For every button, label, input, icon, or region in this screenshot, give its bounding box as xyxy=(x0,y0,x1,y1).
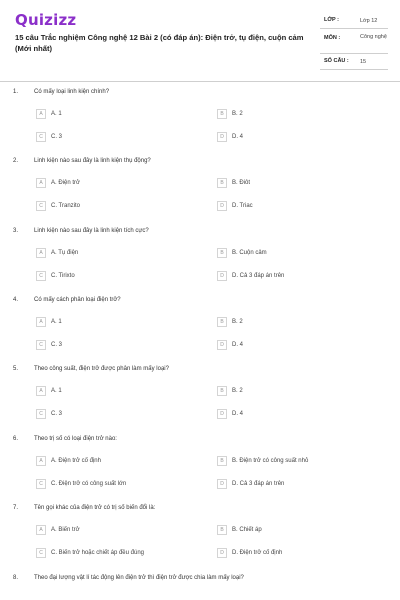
option-letter-box: B xyxy=(217,109,227,119)
option-text: D. 4 xyxy=(232,410,244,417)
option-text: B. Chiết áp xyxy=(232,526,262,533)
option-text: B. Điôt xyxy=(232,179,251,186)
meta-class-label: LỚP : xyxy=(324,17,339,23)
worksheet-header xyxy=(0,0,400,82)
option-text: D. 4 xyxy=(232,133,244,140)
option-letter-box: D xyxy=(217,271,227,281)
quizizz-logo[interactable]: Quizizz xyxy=(15,11,77,29)
option-letter-box: A xyxy=(36,248,46,258)
option-letter-box: A xyxy=(36,178,46,188)
question-number: 4. xyxy=(13,297,19,303)
option-text: D. Triac xyxy=(232,202,253,209)
option-text: C. 3 xyxy=(51,341,63,348)
worksheet-meta xyxy=(320,12,388,70)
question-number: 2. xyxy=(13,158,19,164)
option-letter-box: B xyxy=(217,456,227,466)
question-item xyxy=(0,359,400,428)
option-letter-box: A xyxy=(36,386,46,396)
option-letter-box: A xyxy=(36,525,46,535)
meta-subject-value: Công nghệ xyxy=(360,34,387,40)
question-number: 6. xyxy=(13,436,19,442)
option-text: A. Biến trở xyxy=(51,526,80,533)
meta-class-value: Lớp 12 xyxy=(360,18,378,24)
option-text: D. 4 xyxy=(232,341,244,348)
option-text: C. Điện trở có công suất lớn xyxy=(51,480,127,487)
option-text: B. 2 xyxy=(232,110,243,117)
question-text: Theo đại lượng vật lí tác động lên điện trở thì điện trở được chia làm mấy loại? xyxy=(34,575,244,581)
option-letter-box: D xyxy=(217,132,227,142)
question-number: 3. xyxy=(13,228,19,234)
option-letter-box: C xyxy=(36,201,46,211)
option-text: C. Tranzito xyxy=(51,202,81,209)
question-item xyxy=(0,82,400,151)
option-text: C. 3 xyxy=(51,410,63,417)
question-item xyxy=(0,429,400,498)
question-text: Linh kiện nào sau đây là linh kiện thụ động? xyxy=(34,158,151,164)
option-text: B. Điện trở có công suất nhỏ xyxy=(232,457,309,464)
meta-subject-row xyxy=(320,29,388,54)
option-letter-box: A xyxy=(36,109,46,119)
option-text: B. 2 xyxy=(232,318,243,325)
option-letter-box: D xyxy=(217,479,227,489)
question-number: 8. xyxy=(13,575,19,581)
option-letter-box: A xyxy=(36,456,46,466)
question-text: Có mấy loại linh kiện chính? xyxy=(34,89,110,95)
question-number: 5. xyxy=(13,366,19,372)
option-letter-box: D xyxy=(217,409,227,419)
option-letter-box: B xyxy=(217,386,227,396)
option-letter-box: B xyxy=(217,317,227,327)
meta-class-row xyxy=(320,12,388,29)
question-item xyxy=(0,221,400,290)
meta-count-row xyxy=(320,54,388,70)
question-item xyxy=(0,498,400,567)
option-text: A. 1 xyxy=(51,387,62,394)
question-text: Có mấy cách phân loại điện trở? xyxy=(34,297,121,303)
option-text: D. Cả 3 đáp án trên xyxy=(232,480,285,487)
option-letter-box: B xyxy=(217,525,227,535)
meta-count-label: SỐ CÂU : xyxy=(324,58,349,64)
option-text: A. 1 xyxy=(51,110,62,117)
option-letter-box: D xyxy=(217,340,227,350)
option-text: D. Điện trở cố định xyxy=(232,549,283,556)
option-letter-box: C xyxy=(36,132,46,142)
option-letter-box: C xyxy=(36,340,46,350)
question-number: 1. xyxy=(13,89,19,95)
option-letter-box: B xyxy=(217,248,227,258)
option-letter-box: A xyxy=(36,317,46,327)
worksheet-title: 15 câu Trắc nghiệm Công nghệ 12 Bài 2 (có đáp án): Điện trở, tụ điện, cuộn cảm (Mới nhất) xyxy=(15,33,304,53)
question-number: 7. xyxy=(13,505,19,511)
option-letter-box: D xyxy=(217,548,227,558)
meta-subject-label: MÔN : xyxy=(324,35,341,41)
option-text: C. Tirixto xyxy=(51,272,75,279)
option-letter-box: D xyxy=(217,201,227,211)
option-text: A. Điện trở xyxy=(51,179,80,186)
option-letter-box: C xyxy=(36,479,46,489)
question-item xyxy=(0,151,400,220)
question-text: Theo trị số có loại điện trở nào: xyxy=(34,436,117,442)
question-text: Tên gọi khác của điện trở có trị số biến đổi là: xyxy=(34,505,156,511)
option-text: C. 3 xyxy=(51,133,63,140)
option-text: B. Cuộn cảm xyxy=(232,249,267,256)
option-text: D. Cả 3 đáp án trên xyxy=(232,272,285,279)
option-letter-box: B xyxy=(217,178,227,188)
option-text: C. Biến trở hoặc chiết áp đều đúng xyxy=(51,549,144,556)
option-text: A. Tụ điện xyxy=(51,249,79,256)
option-letter-box: C xyxy=(36,409,46,419)
option-text: B. 2 xyxy=(232,387,243,394)
question-item xyxy=(0,568,400,600)
question-item xyxy=(0,290,400,359)
option-letter-box: C xyxy=(36,548,46,558)
option-text: A. Điện trở cố định xyxy=(51,457,101,464)
option-text: A. 1 xyxy=(51,318,62,325)
question-text: Linh kiện nào sau đây là linh kiện tích cực? xyxy=(34,228,149,234)
meta-count-value: 15 xyxy=(360,59,367,65)
option-letter-box: C xyxy=(36,271,46,281)
question-text: Theo công suất, điện trở được phân làm mấy loại? xyxy=(34,366,169,372)
